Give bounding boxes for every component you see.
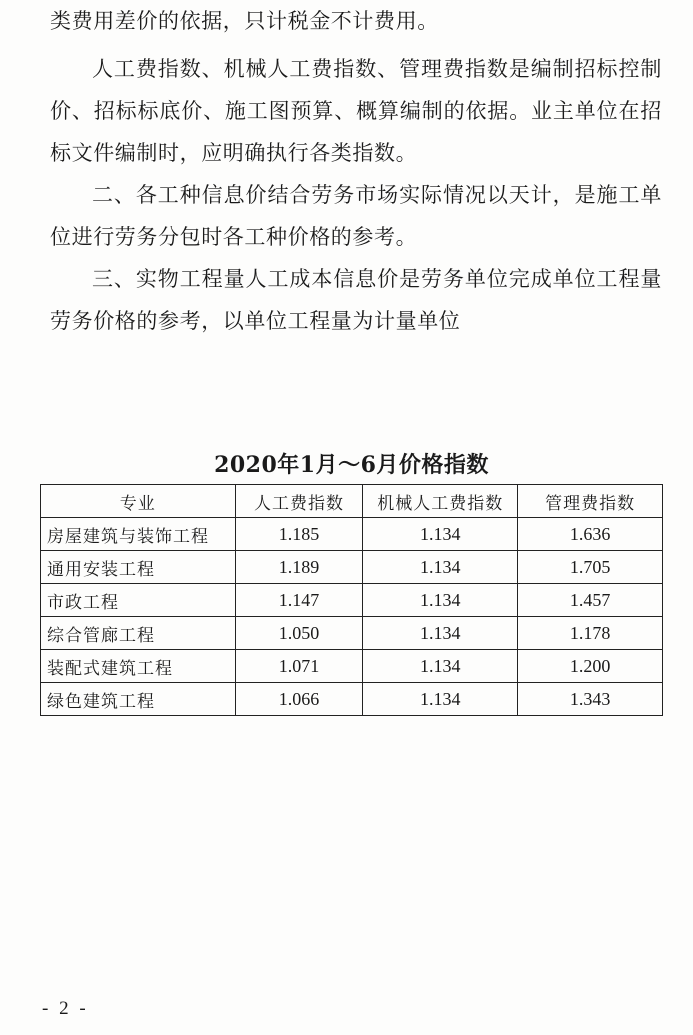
cell-specialty: 绿色建筑工程	[41, 683, 236, 716]
header-specialty: 专业	[41, 485, 236, 518]
cell-specialty: 市政工程	[41, 584, 236, 617]
paragraph-continuation: 类费用差价的依据，只计税金不计费用。	[50, 9, 439, 33]
table-row	[41, 518, 663, 551]
paragraph-trade-price: 二、各工种信息价结合劳务市场实际情况以天计，是施工单位进行劳务分包时各工种价格的参考。	[50, 183, 662, 249]
cell-management-index: 1.343	[518, 683, 663, 716]
paragraph-index-usage: 人工费指数、机械人工费指数、管理费指数是编制招标控制价、招标标底价、施工图预算、概算编制的依据。业主单位在招标文件编制时，应明确执行各类指数。	[50, 57, 662, 165]
cell-labor-index: 1.189	[235, 551, 363, 584]
cell-labor-index: 1.071	[235, 650, 363, 683]
cell-specialty: 房屋建筑与装饰工程	[41, 518, 236, 551]
cell-management-index: 1.457	[518, 584, 663, 617]
cell-management-index: 1.705	[518, 551, 663, 584]
table-row	[41, 584, 663, 617]
cell-machine-labor-index: 1.134	[363, 551, 518, 584]
cell-specialty: 装配式建筑工程	[41, 650, 236, 683]
cell-specialty: 通用安装工程	[41, 551, 236, 584]
header-machine-labor-index: 机械人工费指数	[363, 485, 518, 518]
paragraph-labor-cost: 三、实物工程量人工成本信息价是劳务单位完成单位工程量劳务价格的参考，以单位工程量为计量单位	[50, 267, 662, 333]
cell-machine-labor-index: 1.134	[363, 650, 518, 683]
cell-labor-index: 1.050	[235, 617, 363, 650]
cell-machine-labor-index: 1.134	[363, 617, 518, 650]
cell-labor-index: 1.147	[235, 584, 363, 617]
page-number: - 2 -	[42, 998, 89, 1019]
cell-management-index: 1.200	[518, 650, 663, 683]
cell-machine-labor-index: 1.134	[363, 683, 518, 716]
table-row	[41, 683, 663, 716]
cell-labor-index: 1.066	[235, 683, 363, 716]
header-labor-index: 人工费指数	[235, 485, 363, 518]
price-index-table	[40, 484, 663, 716]
table-header-row	[41, 485, 663, 518]
cell-management-index: 1.178	[518, 617, 663, 650]
header-management-index: 管理费指数	[518, 485, 663, 518]
cell-management-index: 1.636	[518, 518, 663, 551]
cell-specialty: 综合管廊工程	[41, 617, 236, 650]
cell-labor-index: 1.185	[235, 518, 363, 551]
table-row	[41, 617, 663, 650]
table-row	[41, 551, 663, 584]
cell-machine-labor-index: 1.134	[363, 518, 518, 551]
table-row	[41, 650, 663, 683]
table-title: 2020年1月～6月价格指数	[214, 452, 489, 478]
cell-machine-labor-index: 1.134	[363, 584, 518, 617]
